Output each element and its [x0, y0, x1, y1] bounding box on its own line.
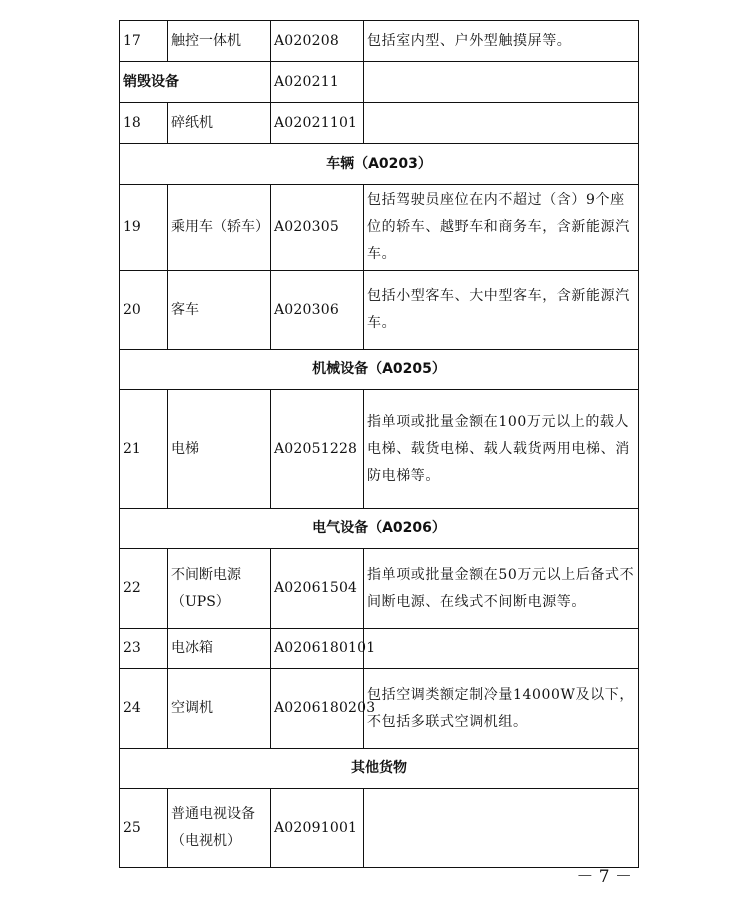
item-name: 乘用车（轿车） — [168, 185, 271, 271]
category-header-row — [120, 144, 639, 185]
category-other-goods: 其他货物 — [120, 749, 639, 789]
page-number: － 7 － — [576, 867, 632, 887]
item-name: 客车 — [168, 271, 271, 350]
item-description: 包括驾驶员座位在内不超过（含）9个座位的轿车、越野车和商务车，含新能源汽车。 — [364, 185, 639, 271]
item-code: A020306 — [271, 271, 364, 350]
row-number: 21 — [120, 390, 168, 509]
row-number: 22 — [120, 549, 168, 629]
procurement-catalog-table — [119, 20, 639, 868]
item-code: A0206180203 — [271, 669, 364, 749]
row-number: 25 — [120, 789, 168, 868]
row-number: 18 — [120, 103, 168, 144]
category-electrical: 电气设备（A0206） — [120, 509, 639, 549]
item-description — [364, 789, 639, 868]
table-row — [120, 549, 639, 629]
item-name: 普通电视设备（电视机） — [168, 789, 271, 868]
item-code: A02021101 — [271, 103, 364, 144]
table-row — [120, 789, 639, 868]
category-vehicles: 车辆（A0203） — [120, 144, 639, 185]
item-name: 电梯 — [168, 390, 271, 509]
row-number: 23 — [120, 629, 168, 669]
table-row — [120, 185, 639, 271]
table-row — [120, 271, 639, 350]
category-header-row — [120, 509, 639, 549]
category-header-row — [120, 350, 639, 390]
subcategory-row — [120, 62, 639, 103]
item-description: 包括空调类额定制冷量14000W及以下，不包括多联式空调机组。 — [364, 669, 639, 749]
item-description — [364, 629, 639, 669]
item-name: 电冰箱 — [168, 629, 271, 669]
table-row — [120, 390, 639, 509]
table-row — [120, 669, 639, 749]
row-number: 20 — [120, 271, 168, 350]
item-code: A02061504 — [271, 549, 364, 629]
item-name: 空调机 — [168, 669, 271, 749]
subcategory-code: A020211 — [271, 62, 364, 103]
item-code: A020305 — [271, 185, 364, 271]
empty-cell — [364, 62, 639, 103]
item-name: 碎纸机 — [168, 103, 271, 144]
row-number: 19 — [120, 185, 168, 271]
table-row — [120, 629, 639, 669]
item-code: A0206180101 — [271, 629, 364, 669]
subcategory-label: 销毁设备 — [120, 62, 271, 103]
category-header-row — [120, 749, 639, 789]
item-code: A02091001 — [271, 789, 364, 868]
table-row — [120, 103, 639, 144]
item-description: 指单项或批量金额在50万元以上后备式不间断电源、在线式不间断电源等。 — [364, 549, 639, 629]
item-description: 包括小型客车、大中型客车，含新能源汽车。 — [364, 271, 639, 350]
item-name: 触控一体机 — [168, 21, 271, 62]
row-number: 17 — [120, 21, 168, 62]
item-code: A020208 — [271, 21, 364, 62]
table-row — [120, 21, 639, 62]
item-code: A02051228 — [271, 390, 364, 509]
item-description — [364, 103, 639, 144]
item-description: 包括室内型、户外型触摸屏等。 — [364, 21, 639, 62]
item-description: 指单项或批量金额在100万元以上的载人电梯、载货电梯、载人载货两用电梯、消防电梯等。 — [364, 390, 639, 509]
category-machinery: 机械设备（A0205） — [120, 350, 639, 390]
item-name: 不间断电源（UPS） — [168, 549, 271, 629]
row-number: 24 — [120, 669, 168, 749]
